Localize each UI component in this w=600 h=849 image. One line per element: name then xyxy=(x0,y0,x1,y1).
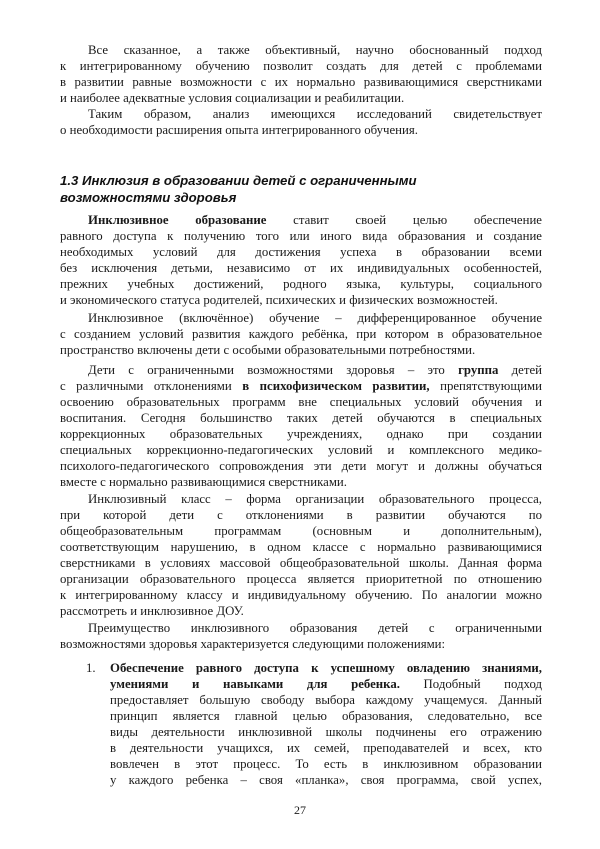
text-line xyxy=(88,362,542,378)
text-line: прежних учебных достижений, родного языка, культуры, социального xyxy=(60,277,542,291)
text-line: организации образовательного процесса является приоритетной по отношению xyxy=(60,572,542,586)
text-line: необходимых условий для достижения успеха в образовании всеми xyxy=(60,245,542,259)
text-span: детей xyxy=(498,363,542,377)
text-line: возможностями здоровья характеризуется следующими положениями: xyxy=(60,637,446,651)
text-line: предоставляет большую свободу выбора каждому учащемуся. Данный xyxy=(110,693,542,707)
text-span: с различными отклонениями xyxy=(60,379,243,393)
text-line: воспитания. Сегодня большинство таких детей обучаются в специальных xyxy=(60,411,542,425)
text-line: принцип является главной целью образования, следовательно, все xyxy=(110,709,542,723)
text-line: в развитии равные возможности с их нормально развивающимися сверстниками xyxy=(60,75,542,89)
term-inclusive-education: Инклюзивное образование xyxy=(88,213,267,227)
text-line: освоению образовательных программ вне специальных условий обучения и xyxy=(60,395,542,409)
text-line: вовлечен в этот процесс. То есть в инклюзивном образовании xyxy=(110,757,542,771)
list-number: 1. xyxy=(86,661,96,675)
text-line: и экономического статуса родителей, психических и физических возможностей. xyxy=(60,293,498,307)
text-line: без исключения детьми, независимо от их индивидуальных особенностей, xyxy=(60,261,542,275)
text-line: рассмотреть и инклюзивное ДОУ. xyxy=(60,604,244,618)
text-line: у каждого ребенка – своя «планка», своя программа, свой успех, xyxy=(110,773,542,787)
bold-span: умениями и навыками для ребенка. xyxy=(110,677,400,691)
text-line: к интегрированному обучению позволит создать для детей с проблемами xyxy=(60,59,542,73)
text-line: соответствующим нарушению, в одном классе с нормально развивающимися xyxy=(60,540,542,554)
text-line: к интегрированному классу и индивидуальному обучению. По аналогии можно xyxy=(60,588,542,602)
text-span: препятствующими xyxy=(429,379,542,393)
text-line: равного доступа к получению того или иного вида образования и создание xyxy=(60,229,542,243)
text-line: Преимущество инклюзивного образования детей с ограниченными xyxy=(88,621,542,635)
bold-span: в психофизическом развитии, xyxy=(242,379,430,393)
text-line: в деятельности учащихся, их семей, преподавателей и всех, кто xyxy=(110,741,542,755)
text-span: Дети с ограниченными возможностями здоровья – это xyxy=(88,363,459,377)
text-line: общеобразовательным программам (основным и дополнительным), xyxy=(60,524,542,538)
text-line: при которой дети с отклонениями в развитии обучаются по xyxy=(60,508,542,522)
page-number: 27 xyxy=(294,803,306,817)
text-line: пространство включены дети с особыми образовательными потребностями. xyxy=(60,343,476,357)
text-line: специальных коррекционно-педагогических условий и комплексного медико- xyxy=(60,443,542,457)
text-line: и наиболее адекватные условия социализации и реабилитации. xyxy=(60,91,405,105)
text-line xyxy=(88,212,542,228)
text-span: Подобный подход xyxy=(399,677,542,691)
text-line: Инклюзивный класс – форма организации образовательного процесса, xyxy=(88,492,542,506)
text-line: Все сказанное, а также объективный, научно обоснованный подход xyxy=(88,43,542,57)
text-line: коррекционных образовательных учреждениях, однако при создании xyxy=(60,427,542,441)
bold-span: Обеспечение равного доступа к успешному овладению знаниями, xyxy=(110,661,542,675)
text-line: виды деятельности инклюзивной школы подчинены его отражению xyxy=(110,725,542,739)
text-span: ставит своей целью обеспечение xyxy=(266,213,542,227)
section-heading-line2: возможностями здоровья xyxy=(60,190,237,205)
text-line xyxy=(110,676,542,692)
bold-span: группа xyxy=(458,363,499,377)
text-line xyxy=(60,378,542,394)
text-line: о необходимости расширения опыта интегрированного обучения. xyxy=(60,123,418,137)
text-line: Таким образом, анализ имеющихся исследований свидетельствует xyxy=(88,107,542,121)
text-line: сверстниками в условиях массовой общеобразовательной школы. Данная форма xyxy=(60,556,542,570)
section-heading-line1: 1.3 Инклюзия в образовании детей с ограниченными xyxy=(60,173,417,188)
list-item-first-line xyxy=(86,660,542,676)
text-line: психолого-педагогического сопровождения эти дети могут и должны обучаться xyxy=(60,459,542,473)
text-line: Инклюзивное (включённое) обучение – дифференцированное обучение xyxy=(88,311,542,325)
text-line: с созданием условий развития каждого ребёнка, при котором в образовательное xyxy=(60,327,542,341)
text-line: вместе с нормально развивающимися сверстниками. xyxy=(60,475,347,489)
